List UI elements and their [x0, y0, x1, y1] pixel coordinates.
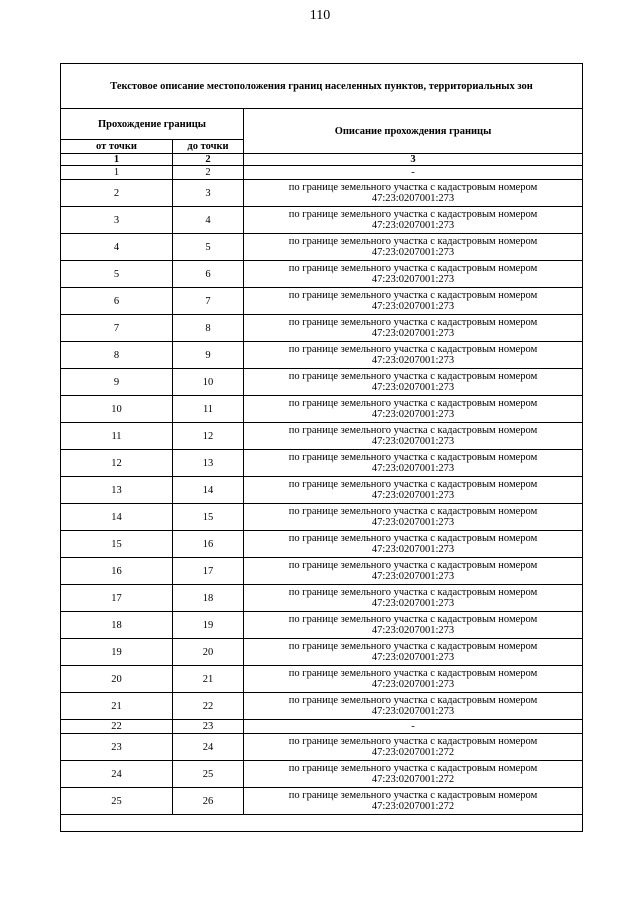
- to-point-cell: 4: [173, 207, 244, 234]
- from-point-cell: 18: [61, 612, 173, 639]
- to-point-cell: 14: [173, 477, 244, 504]
- description-text: по границе земельного участка с кадастровым номером: [288, 614, 538, 625]
- table-row: [61, 612, 583, 639]
- description-cell: [244, 531, 583, 558]
- to-point-cell: 6: [173, 261, 244, 288]
- table-row: [61, 666, 583, 693]
- description-cell: [244, 234, 583, 261]
- description-cell: [244, 720, 583, 734]
- to-point-cell: 22: [173, 693, 244, 720]
- table-row: [61, 639, 583, 666]
- cadastral-number: 47:23:0207001:273: [371, 625, 455, 636]
- description-cell: [244, 585, 583, 612]
- description-text: по границе земельного участка с кадастровым номером: [288, 587, 538, 598]
- table-row: [61, 261, 583, 288]
- from-point-cell: 3: [61, 207, 173, 234]
- description-cell: [244, 342, 583, 369]
- description-cell: [244, 166, 583, 180]
- description-cell: [244, 450, 583, 477]
- to-point-cell: 23: [173, 720, 244, 734]
- from-point-cell: 14: [61, 504, 173, 531]
- description-text: по границе земельного участка с кадастровым номером: [288, 317, 538, 328]
- description-cell: [244, 423, 583, 450]
- description-cell: [244, 261, 583, 288]
- table-title: Текстовое описание местоположения границ населенных пунктов, территориальных зон: [61, 64, 583, 109]
- from-point-cell: 22: [61, 720, 173, 734]
- description-cell: [244, 693, 583, 720]
- from-point-cell: 24: [61, 761, 173, 788]
- table-row: [61, 234, 583, 261]
- empty-cell: [61, 815, 583, 832]
- cadastral-number: 47:23:0207001:273: [371, 355, 455, 366]
- cadastral-number: 47:23:0207001:272: [371, 801, 455, 812]
- to-point-cell: 19: [173, 612, 244, 639]
- table-row: [61, 788, 583, 815]
- from-point-cell: 20: [61, 666, 173, 693]
- cadastral-number: 47:23:0207001:273: [371, 679, 455, 690]
- description-text: по границе земельного участка с кадастровым номером: [288, 182, 538, 193]
- empty-row: [61, 815, 583, 832]
- from-point-cell: 4: [61, 234, 173, 261]
- table-row: [61, 693, 583, 720]
- description-text: по границе земельного участка с кадастровым номером: [288, 398, 538, 409]
- cadastral-number: 47:23:0207001:273: [371, 382, 455, 393]
- description-text: по границе земельного участка с кадастровым номером: [288, 236, 538, 247]
- from-point-cell: 8: [61, 342, 173, 369]
- table-row: [61, 396, 583, 423]
- cadastral-number: 47:23:0207001:273: [371, 247, 455, 258]
- to-point-cell: 25: [173, 761, 244, 788]
- table-row: [61, 450, 583, 477]
- from-point-cell: 6: [61, 288, 173, 315]
- cadastral-number: 47:23:0207001:273: [371, 274, 455, 285]
- table-row: [61, 477, 583, 504]
- cadastral-number: 47:23:0207001:273: [371, 409, 455, 420]
- table-row: [61, 180, 583, 207]
- table-row: [61, 207, 583, 234]
- table-row: [61, 315, 583, 342]
- table-row: [61, 369, 583, 396]
- description-text: по границе земельного участка с кадастровым номером: [288, 425, 538, 436]
- description-cell: [244, 207, 583, 234]
- description-text: по границе земельного участка с кадастровым номером: [288, 452, 538, 463]
- table-row: [61, 342, 583, 369]
- description-cell: [244, 396, 583, 423]
- cadastral-number: 47:23:0207001:273: [371, 463, 455, 474]
- table-row: [61, 166, 583, 180]
- to-point-cell: 16: [173, 531, 244, 558]
- description-text: -: [411, 167, 415, 178]
- description-cell: [244, 734, 583, 761]
- from-point-cell: 16: [61, 558, 173, 585]
- to-point-cell: 24: [173, 734, 244, 761]
- cadastral-number: 47:23:0207001:273: [371, 328, 455, 339]
- from-point-header: от точки: [61, 140, 173, 154]
- from-point-cell: 10: [61, 396, 173, 423]
- description-text: по границе земельного участка с кадастровым номером: [288, 533, 538, 544]
- cadastral-number: 47:23:0207001:273: [371, 490, 455, 501]
- description-header: Описание прохождения границы: [244, 109, 583, 154]
- description-cell: [244, 288, 583, 315]
- description-cell: [244, 504, 583, 531]
- description-text: по границе земельного участка с кадастровым номером: [288, 736, 538, 747]
- description-text: по границе земельного участка с кадастровым номером: [288, 668, 538, 679]
- from-point-cell: 21: [61, 693, 173, 720]
- description-cell: [244, 477, 583, 504]
- to-point-cell: 11: [173, 396, 244, 423]
- description-text: по границе земельного участка с кадастровым номером: [288, 695, 538, 706]
- passage-header: Прохождение границы: [61, 109, 244, 140]
- to-point-cell: 7: [173, 288, 244, 315]
- from-point-cell: 11: [61, 423, 173, 450]
- to-point-cell: 20: [173, 639, 244, 666]
- cadastral-number: 47:23:0207001:273: [371, 193, 455, 204]
- description-text: по границе земельного участка с кадастровым номером: [288, 209, 538, 220]
- description-text: по границе земельного участка с кадастровым номером: [288, 560, 538, 571]
- cadastral-number: 47:23:0207001:272: [371, 747, 455, 758]
- table-row: [61, 558, 583, 585]
- page-number: 110: [309, 8, 331, 23]
- description-cell: [244, 315, 583, 342]
- from-point-cell: 2: [61, 180, 173, 207]
- cadastral-number: 47:23:0207001:273: [371, 598, 455, 609]
- description-text: по границе земельного участка с кадастровым номером: [288, 763, 538, 774]
- from-point-cell: 7: [61, 315, 173, 342]
- to-point-header: до точки: [173, 140, 244, 154]
- from-point-cell: 12: [61, 450, 173, 477]
- description-text: по границе земельного участка с кадастровым номером: [288, 344, 538, 355]
- from-point-cell: 15: [61, 531, 173, 558]
- from-point-cell: 23: [61, 734, 173, 761]
- to-point-cell: 15: [173, 504, 244, 531]
- to-point-cell: 13: [173, 450, 244, 477]
- cadastral-number: 47:23:0207001:273: [371, 571, 455, 582]
- boundary-description-table: [60, 63, 583, 832]
- table-row: [61, 761, 583, 788]
- table-row: [61, 504, 583, 531]
- from-point-cell: 19: [61, 639, 173, 666]
- table-row: [61, 288, 583, 315]
- description-text: по границе земельного участка с кадастровым номером: [288, 290, 538, 301]
- description-cell: [244, 369, 583, 396]
- column-number-3: 3: [244, 154, 583, 166]
- to-point-cell: 2: [173, 166, 244, 180]
- cadastral-number: 47:23:0207001:273: [371, 301, 455, 312]
- from-point-cell: 13: [61, 477, 173, 504]
- description-text: по границе земельного участка с кадастровым номером: [288, 263, 538, 274]
- from-point-cell: 25: [61, 788, 173, 815]
- table-row: [61, 531, 583, 558]
- cadastral-number: 47:23:0207001:273: [371, 652, 455, 663]
- cadastral-number: 47:23:0207001:273: [371, 544, 455, 555]
- cadastral-number: 47:23:0207001:273: [371, 706, 455, 717]
- to-point-cell: 12: [173, 423, 244, 450]
- to-point-cell: 21: [173, 666, 244, 693]
- description-text: по границе земельного участка с кадастровым номером: [288, 641, 538, 652]
- header-row: [61, 109, 583, 140]
- description-text: -: [411, 721, 415, 732]
- table-row: [61, 585, 583, 612]
- description-cell: [244, 639, 583, 666]
- description-cell: [244, 180, 583, 207]
- to-point-cell: 9: [173, 342, 244, 369]
- to-point-cell: 26: [173, 788, 244, 815]
- column-number-2: 2: [173, 154, 244, 166]
- cadastral-number: 47:23:0207001:273: [371, 220, 455, 231]
- cadastral-number: 47:23:0207001:272: [371, 774, 455, 785]
- from-point-cell: 5: [61, 261, 173, 288]
- description-text: по границе земельного участка с кадастровым номером: [288, 506, 538, 517]
- to-point-cell: 3: [173, 180, 244, 207]
- table-row: [61, 720, 583, 734]
- description-text: по границе земельного участка с кадастровым номером: [288, 479, 538, 490]
- from-point-cell: 9: [61, 369, 173, 396]
- cadastral-number: 47:23:0207001:273: [371, 436, 455, 447]
- to-point-cell: 18: [173, 585, 244, 612]
- description-cell: [244, 761, 583, 788]
- to-point-cell: 8: [173, 315, 244, 342]
- description-text: по границе земельного участка с кадастровым номером: [288, 371, 538, 382]
- to-point-cell: 10: [173, 369, 244, 396]
- from-point-cell: 17: [61, 585, 173, 612]
- table-row: [61, 734, 583, 761]
- to-point-cell: 5: [173, 234, 244, 261]
- description-cell: [244, 666, 583, 693]
- column-number-row: [61, 154, 583, 166]
- cadastral-number: 47:23:0207001:273: [371, 517, 455, 528]
- description-cell: [244, 788, 583, 815]
- description-cell: [244, 558, 583, 585]
- description-text: по границе земельного участка с кадастровым номером: [288, 790, 538, 801]
- description-cell: [244, 612, 583, 639]
- column-number-1: 1: [61, 154, 173, 166]
- title-row: [61, 64, 583, 109]
- from-point-cell: 1: [61, 166, 173, 180]
- to-point-cell: 17: [173, 558, 244, 585]
- table-row: [61, 423, 583, 450]
